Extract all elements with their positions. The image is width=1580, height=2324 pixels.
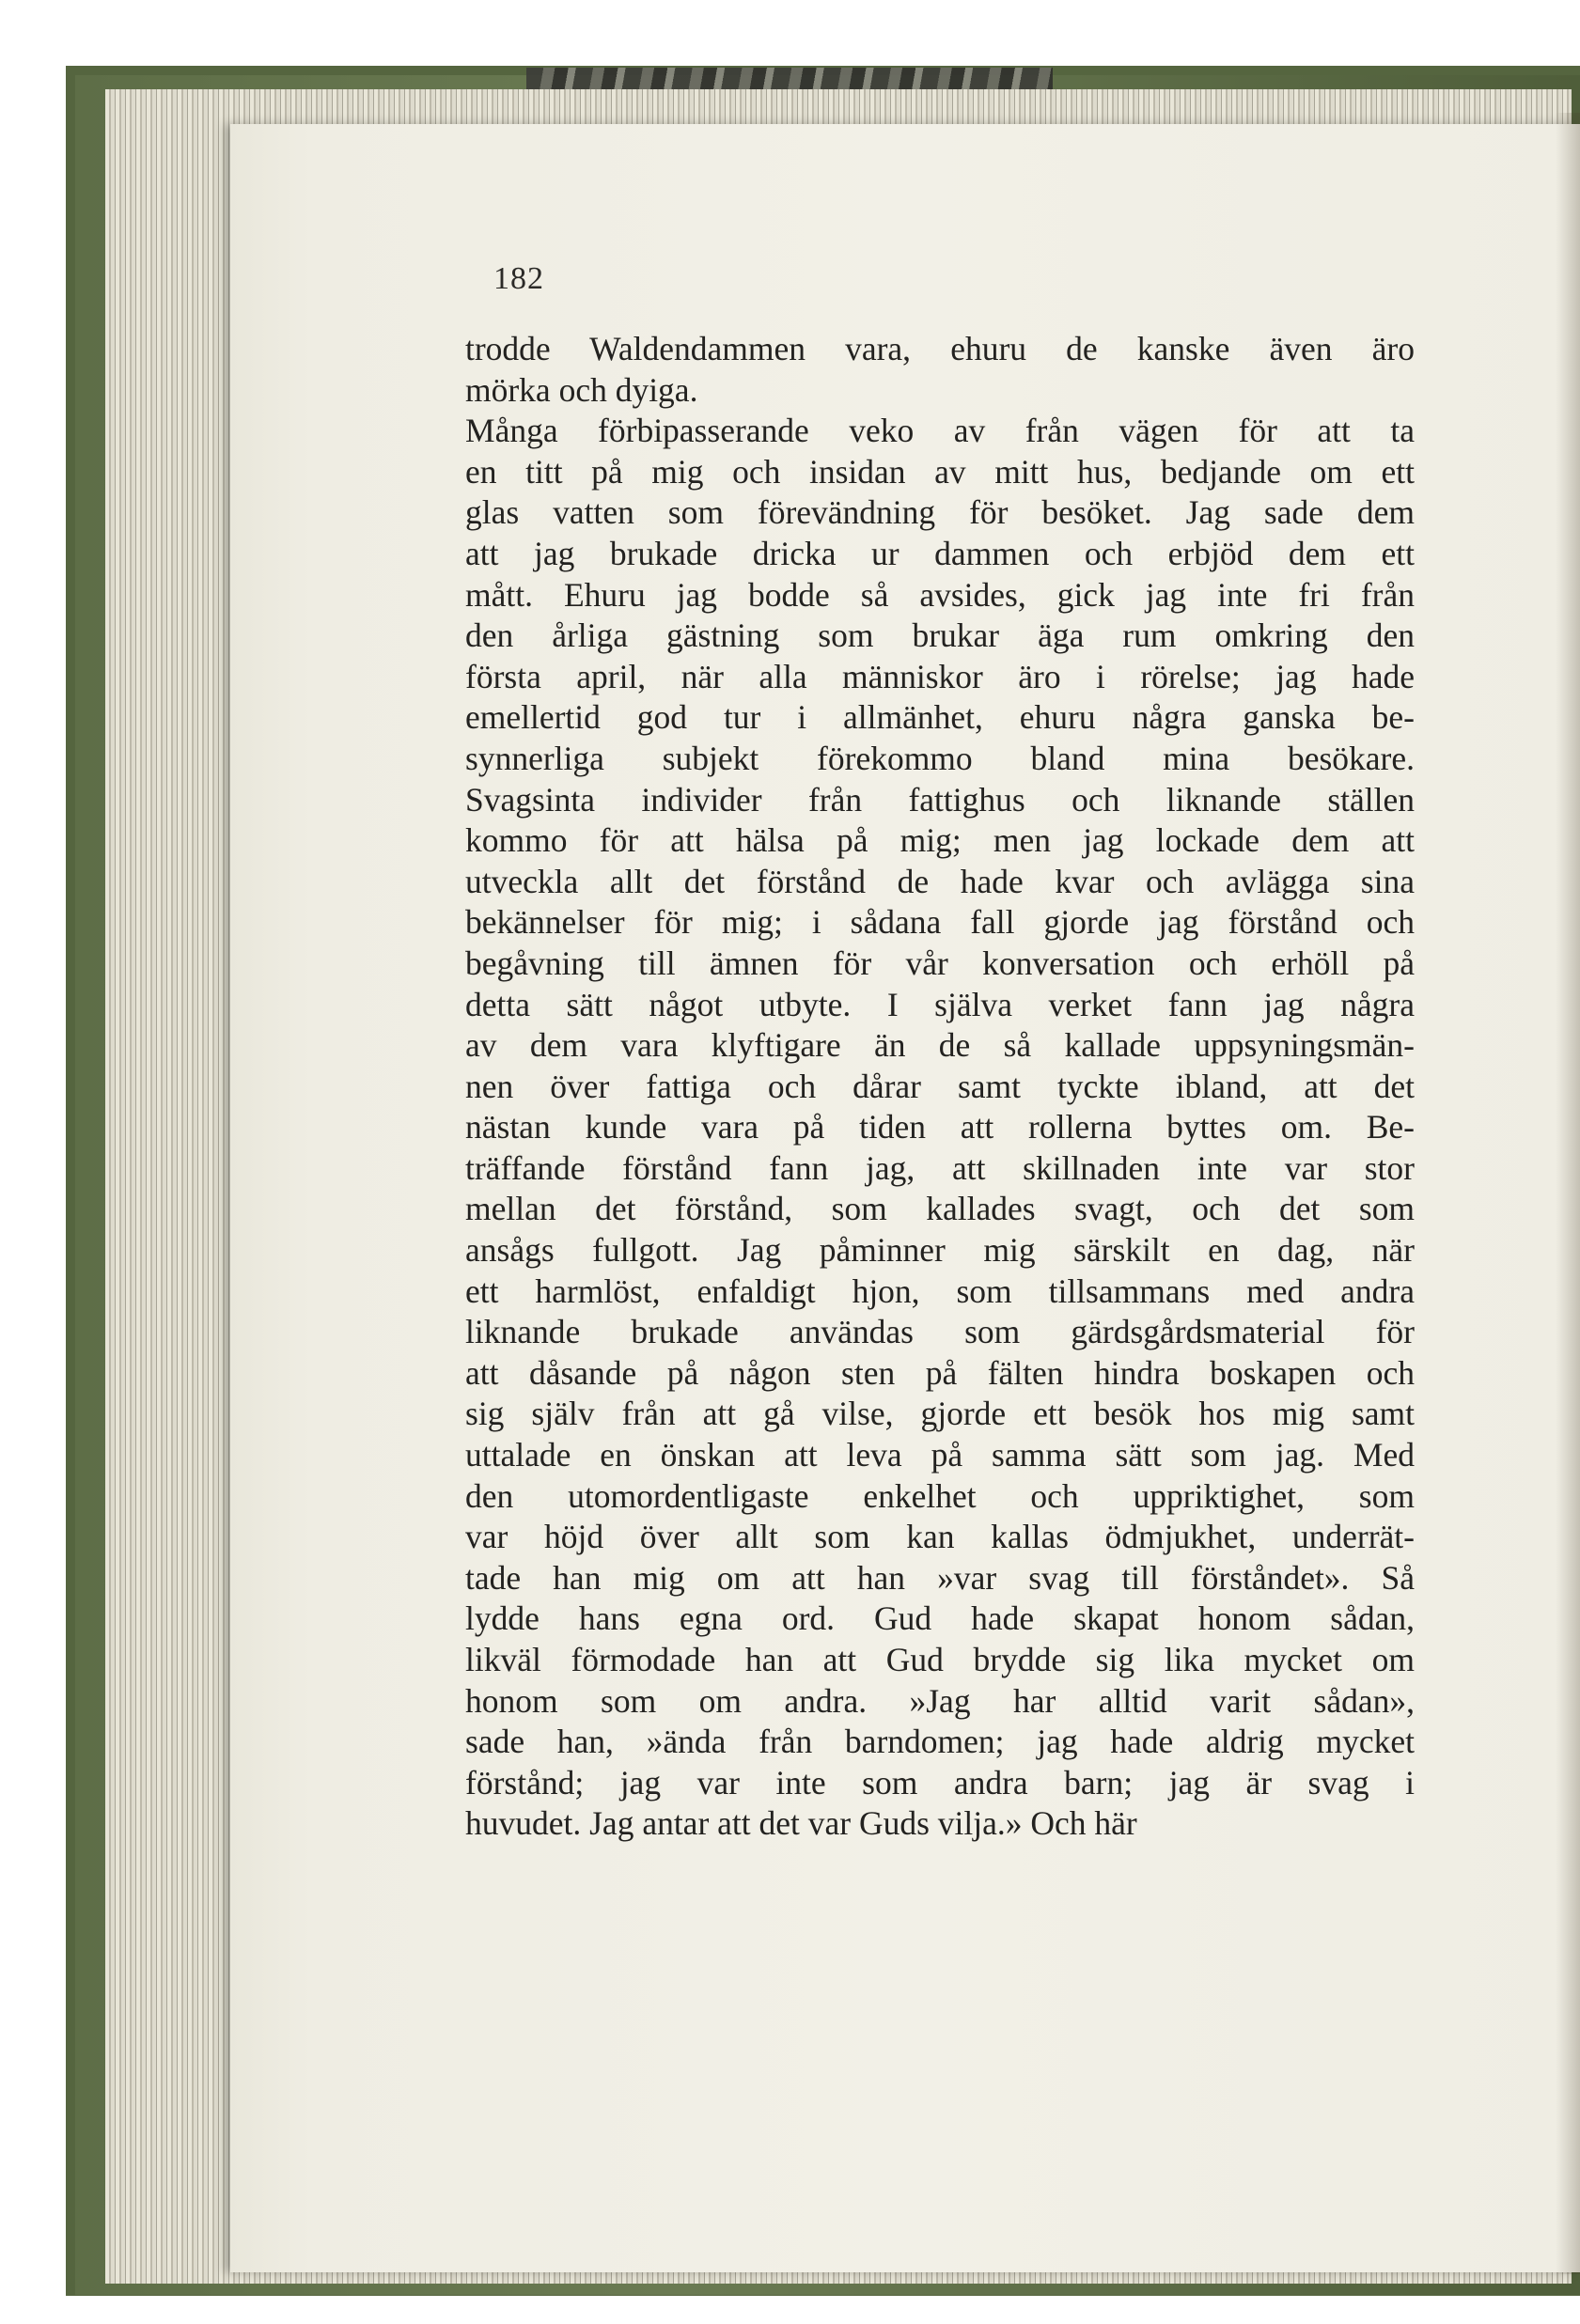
text-line: begåvning till ämnen för vår konversation och erhöll på bbox=[465, 944, 1415, 982]
text-line: sig själv från att gå vilse, gjorde ett besök hos mig samt bbox=[465, 1395, 1415, 1433]
text-line: en titt på mig och insidan av mitt hus, bedjande om ett bbox=[465, 452, 1415, 491]
text-line: att dåsande på någon sten på fälten hindra boskapen och bbox=[465, 1353, 1415, 1392]
text-line: detta sätt något utbyte. I själva verket fann jag några bbox=[465, 985, 1415, 1023]
text-line: var höjd över allt som kan kallas ödmjukhet, underrät- bbox=[465, 1518, 1415, 1556]
text-line: liknande brukade användas som gärdsgårdsmaterial för bbox=[465, 1313, 1415, 1351]
text-line: trodde Waldendammen vara, ehuru de kanske även äro bbox=[465, 330, 1415, 367]
text-line: Svagsinta individer från fattighus och liknande ställen bbox=[465, 780, 1415, 819]
text-line: tade han mig om att han »var svag till förståndet». Så bbox=[465, 1558, 1415, 1597]
text-line: mörka och dyiga. bbox=[465, 370, 698, 409]
text-line: Många förbipasserande veko av från vägen för att ta bbox=[465, 412, 1415, 450]
text-line: huvudet. Jag antar att det var Guds vilja.» Och här bbox=[465, 1804, 1137, 1843]
page-edge-shadow bbox=[1556, 113, 1580, 2274]
text-line: bekännelser för mig; i sådana fall gjorde jag förstånd och bbox=[465, 903, 1415, 942]
text-line: kommo för att hälsa på mig; men jag lockade dem att bbox=[465, 821, 1415, 860]
page-number: 182 bbox=[493, 261, 544, 296]
text-line: av dem vara klyftigare än de så kallade uppsyningsmän- bbox=[465, 1026, 1415, 1065]
text-line: mått. Ehuru jag bodde så avsides, gick jag inte fri från bbox=[465, 575, 1415, 614]
text-line: synnerliga subjekt förekommo bland mina besökare. bbox=[465, 739, 1415, 777]
text-line: den årliga gästning som brukar äga rum omkring den bbox=[465, 616, 1415, 655]
text-line: sade han, »ända från barndomen; jag hade aldrig mycket bbox=[465, 1723, 1415, 1761]
text-line: ett harmlöst, enfaldigt hjon, som tillsammans med andra bbox=[465, 1271, 1415, 1310]
text-line: den utomordentligaste enkelhet och uppriktighet, som bbox=[465, 1476, 1415, 1515]
text-line: emellertid god tur i allmänhet, ehuru några ganska be- bbox=[465, 698, 1415, 737]
text-line: ansågs fullgott. Jag påminner mig särskilt en dag, när bbox=[465, 1231, 1415, 1270]
text-line: nästan kunde vara på tiden att rollerna byttes om. Be- bbox=[465, 1108, 1415, 1146]
text-line: uttalade en önskan att leva på samma sätt som jag. Med bbox=[465, 1436, 1415, 1474]
text-line: lydde hans egna ord. Gud hade skapat honom sådan, bbox=[465, 1599, 1415, 1638]
text-line: glas vatten som förevändning för besöket. Jag sade dem bbox=[465, 493, 1415, 532]
text-line: förstånd; jag var inte som andra barn; jag är svag i bbox=[465, 1763, 1415, 1801]
text-line: träffande förstånd fann jag, att skillnaden inte var stor bbox=[465, 1148, 1415, 1187]
body-text bbox=[465, 329, 1415, 1845]
text-line: nen över fattiga och dårar samt tyckte ibland, att det bbox=[465, 1067, 1415, 1105]
text-line: första april, när alla människor äro i rörelse; jag hade bbox=[465, 657, 1415, 695]
text-line: att jag brukade dricka ur dammen och erbjöd dem ett bbox=[465, 534, 1415, 572]
text-line: mellan det förstånd, som kallades svagt, och det som bbox=[465, 1190, 1415, 1228]
text-line: likväl förmodade han att Gud brydde sig lika mycket om bbox=[465, 1641, 1415, 1678]
text-line: honom som om andra. »Jag har alltid varit sådan», bbox=[465, 1681, 1415, 1720]
text-line: utveckla allt det förstånd de hade kvar och avlägga sina bbox=[465, 862, 1415, 900]
